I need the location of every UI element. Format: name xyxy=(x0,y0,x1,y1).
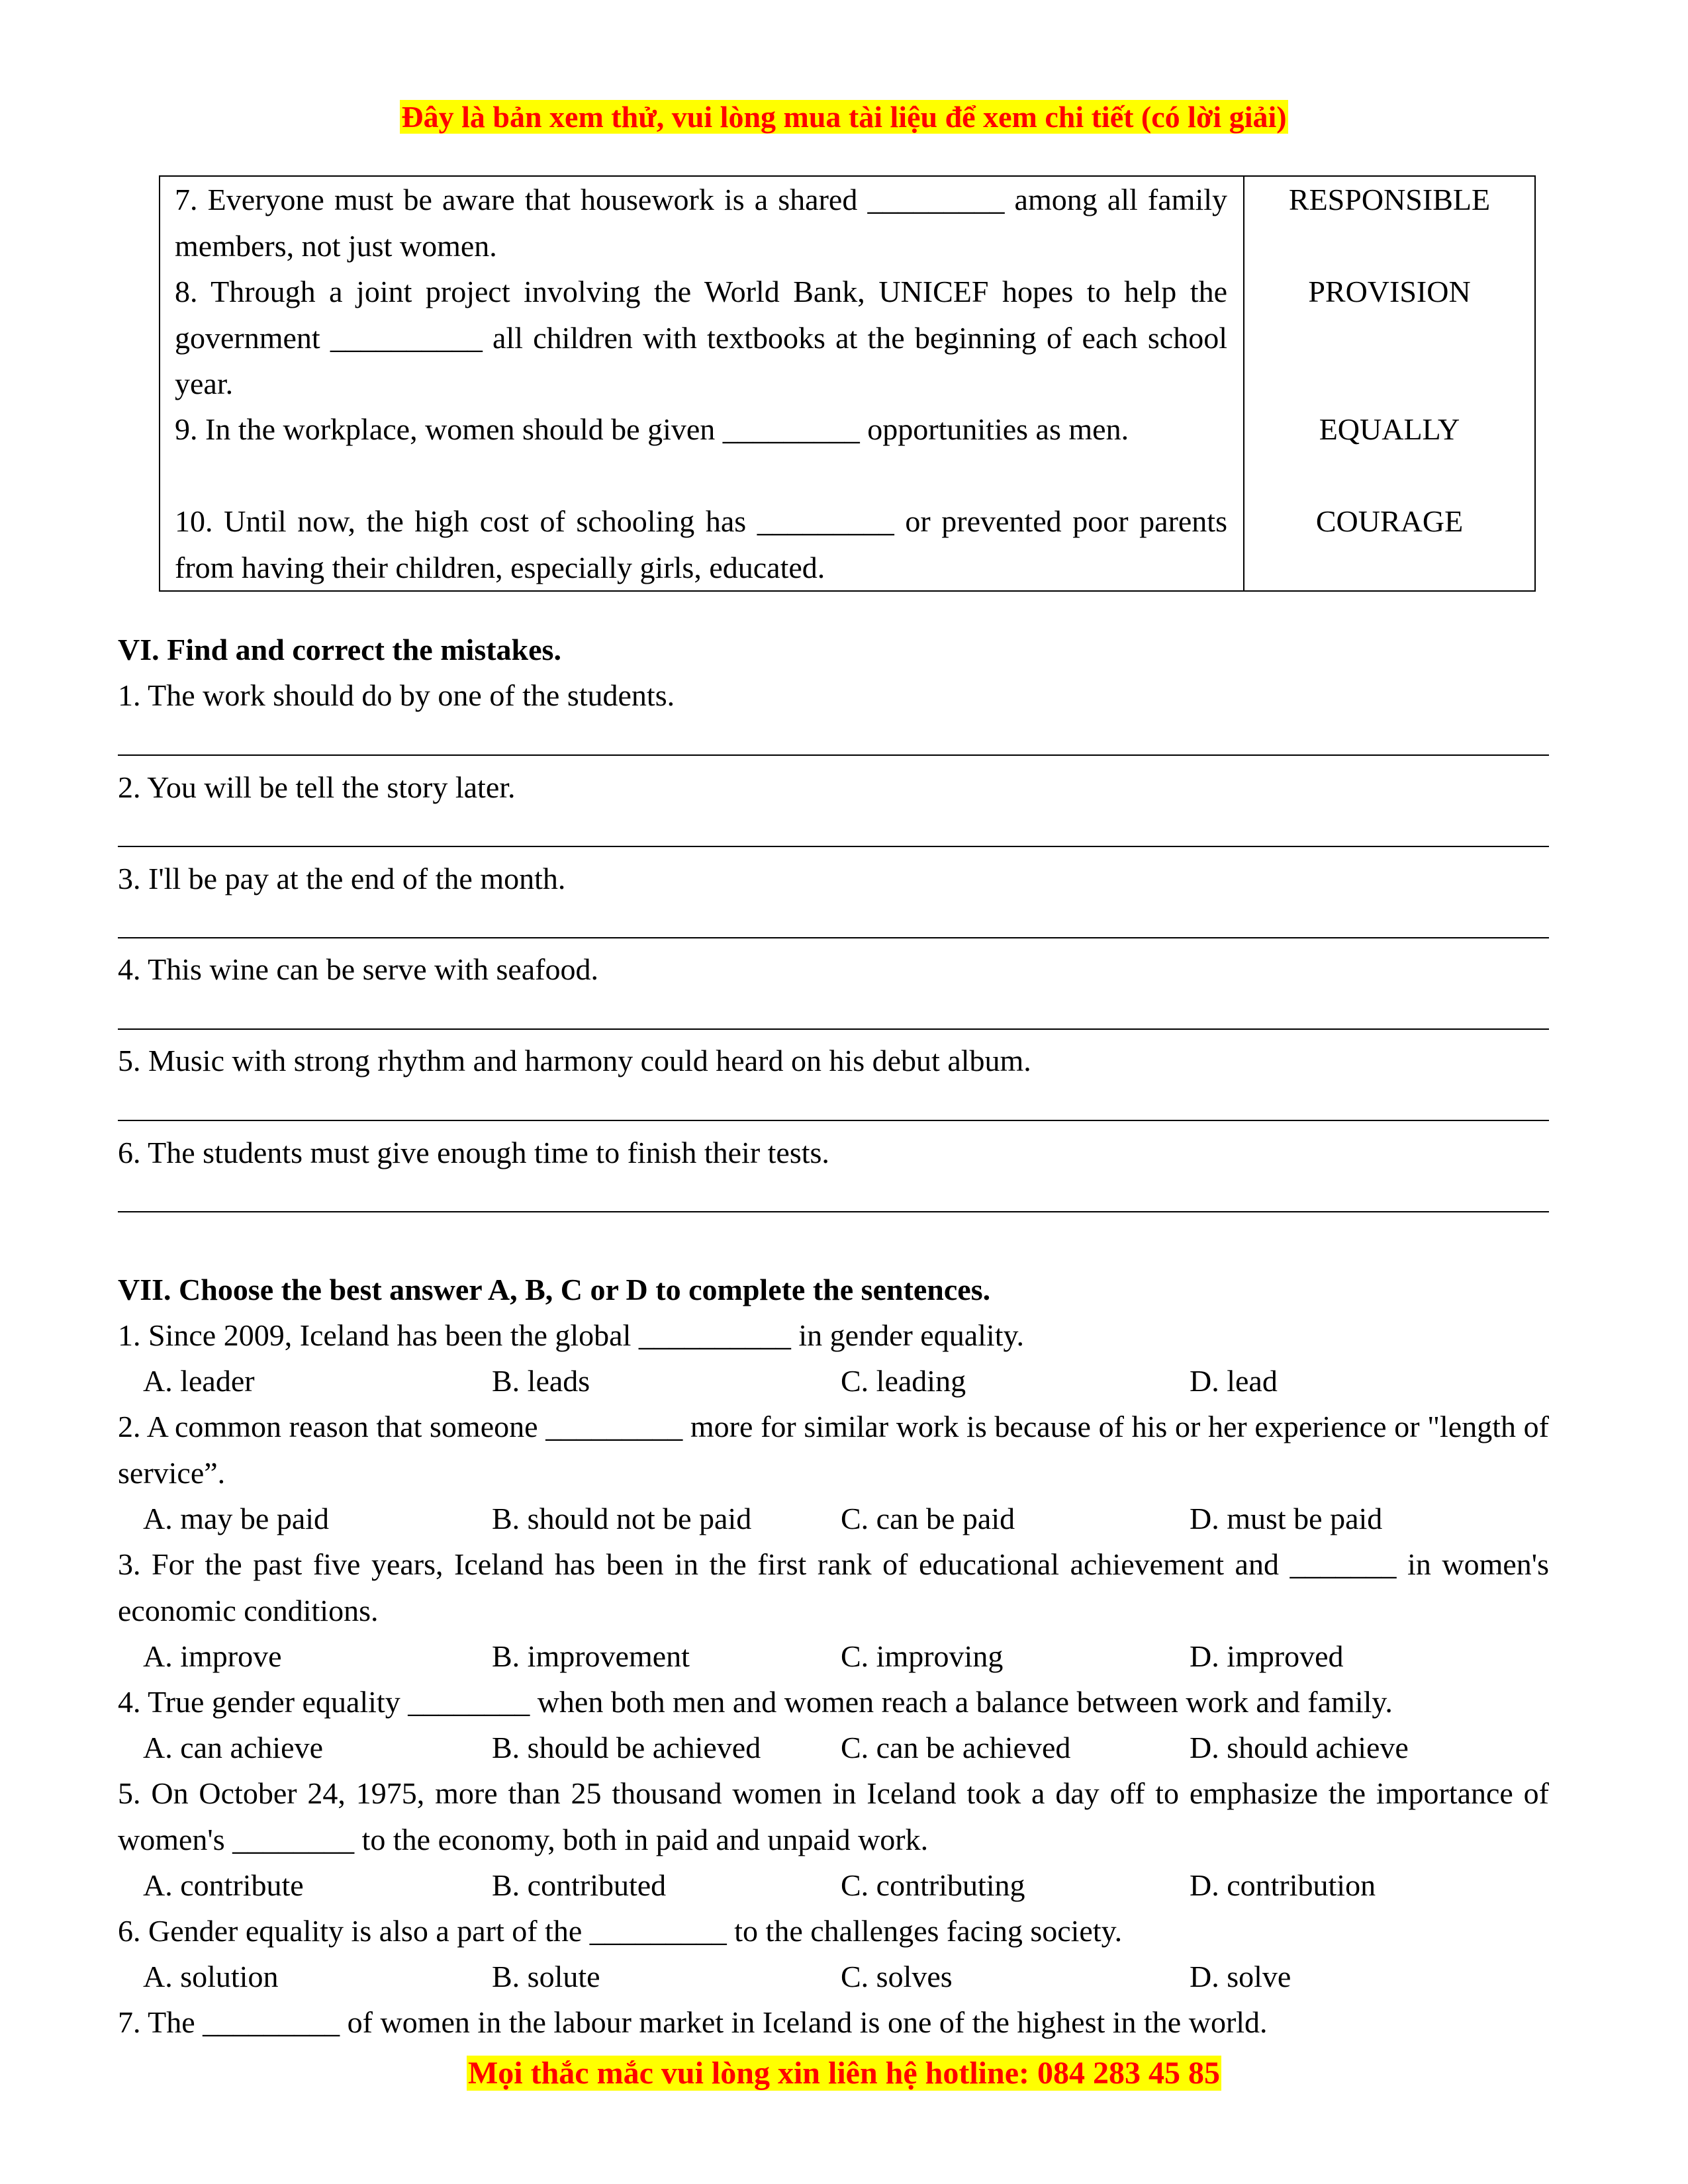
mc-options xyxy=(118,1496,1574,1542)
answer-line xyxy=(118,846,1549,847)
option-d: D. solve xyxy=(1190,1960,1291,1993)
word-form-question: 9. In the workplace, women should be given _________ opportunities as men. xyxy=(175,412,1129,446)
answer-line xyxy=(118,937,1549,938)
option-c: C. contributing xyxy=(841,1868,1025,1902)
mc-question: 5. On October 24, 1975, more than 25 thousand women in Iceland took a day off to emphasize the importance of women's ________ to the economy, both in paid and unpaid work. xyxy=(118,1776,1549,1856)
option-a: A. solution xyxy=(143,1960,279,1993)
option-b: B. should not be paid xyxy=(492,1502,752,1535)
mistake-item: 5. Music with strong rhythm and harmony could heard on his debut album. xyxy=(118,1044,1031,1077)
option-a: A. improve xyxy=(143,1639,282,1673)
mc-question: 6. Gender equality is also a part of the _________ to the challenges facing society. xyxy=(118,1914,1123,1948)
mc-question: 7. The _________ of women in the labour market in Iceland is one of the highest in the world. xyxy=(118,2005,1268,2039)
word-form-question: 8. Through a joint project involving the World Bank, UNICEF hopes to help the government __________ all children with textbooks at the beginning of each school year. xyxy=(175,275,1227,400)
mc-options xyxy=(118,1633,1574,1680)
word-form-questions xyxy=(160,176,1244,591)
option-b: B. improvement xyxy=(492,1639,690,1673)
option-c: C. can be achieved xyxy=(841,1731,1071,1764)
option-d: D. lead xyxy=(1190,1364,1278,1398)
answer-line xyxy=(118,1028,1549,1030)
word-form-words xyxy=(1244,176,1535,591)
word-form-word: EQUALLY xyxy=(1319,412,1460,446)
mistake-item: 1. The work should do by one of the students. xyxy=(118,678,675,712)
word-form-word: PROVISION xyxy=(1308,275,1471,308)
option-a: A. leader xyxy=(143,1364,255,1398)
option-a: A. can achieve xyxy=(143,1731,324,1764)
mc-question: 2. A common reason that someone _________ more for similar work is because of his or her experience or "length of service”. xyxy=(118,1410,1549,1490)
word-form-question: 10. Until now, the high cost of schooling has _________ or prevented poor parents from having their children, especially girls, educated. xyxy=(175,504,1227,584)
option-d: D. contribution xyxy=(1190,1868,1376,1902)
mc-options xyxy=(118,1954,1574,2000)
preview-banner xyxy=(0,99,1688,134)
mc-question: 3. For the past five years, Iceland has been in the first rank of educational achievement and _______ in women's economic conditions. xyxy=(118,1547,1549,1627)
preview-banner-text: Đây là bản xem thử, vui lòng mua tài liệu để xem chi tiết (có lời giải) xyxy=(401,100,1287,134)
hotline-banner xyxy=(0,2055,1688,2091)
section-7-title: VII. Choose the best answer A, B, C or D to complete the sentences. xyxy=(118,1273,991,1306)
option-d: D. improved xyxy=(1190,1639,1344,1673)
option-a: A. contribute xyxy=(143,1868,304,1902)
option-d: D. should achieve xyxy=(1190,1731,1409,1764)
option-b: B. leads xyxy=(492,1364,590,1398)
option-c: C. leading xyxy=(841,1364,966,1398)
answer-line xyxy=(118,1211,1549,1212)
mistake-item: 2. You will be tell the story later. xyxy=(118,770,516,804)
word-form-word: COURAGE xyxy=(1315,504,1464,538)
option-c: C. improving xyxy=(841,1639,1004,1673)
word-form-table xyxy=(159,175,1536,592)
option-b: B. solute xyxy=(492,1960,600,1993)
option-c: C. can be paid xyxy=(841,1502,1015,1535)
mc-question: 4. True gender equality ________ when both men and women reach a balance between work and family. xyxy=(118,1685,1393,1719)
mistake-item: 3. I'll be pay at the end of the month. xyxy=(118,862,566,895)
word-form-question: 7. Everyone must be aware that housework is a shared _________ among all family members, not just women. xyxy=(175,183,1227,263)
word-form-row xyxy=(160,176,1535,591)
hotline-banner-text: Mọi thắc mắc vui lòng xin liên hệ hotline: 084 283 45 85 xyxy=(467,2056,1220,2091)
mistake-item: 4. This wine can be serve with seafood. xyxy=(118,952,599,986)
word-form-word: RESPONSIBLE xyxy=(1288,183,1491,216)
option-c: C. solves xyxy=(841,1960,953,1993)
mistake-item: 6. The students must give enough time to finish their tests. xyxy=(118,1136,829,1169)
option-a: A. may be paid xyxy=(143,1502,330,1535)
option-b: B. contributed xyxy=(492,1868,667,1902)
option-d: D. must be paid xyxy=(1190,1502,1383,1535)
mc-options xyxy=(118,1725,1574,1771)
section-6-title: VI. Find and correct the mistakes. xyxy=(118,633,561,666)
mc-options xyxy=(118,1862,1574,1909)
answer-line xyxy=(118,1120,1549,1121)
answer-line xyxy=(118,754,1549,756)
mc-question: 1. Since 2009, Iceland has been the global __________ in gender equality. xyxy=(118,1318,1024,1352)
mc-options xyxy=(118,1358,1574,1404)
option-b: B. should be achieved xyxy=(492,1731,761,1764)
